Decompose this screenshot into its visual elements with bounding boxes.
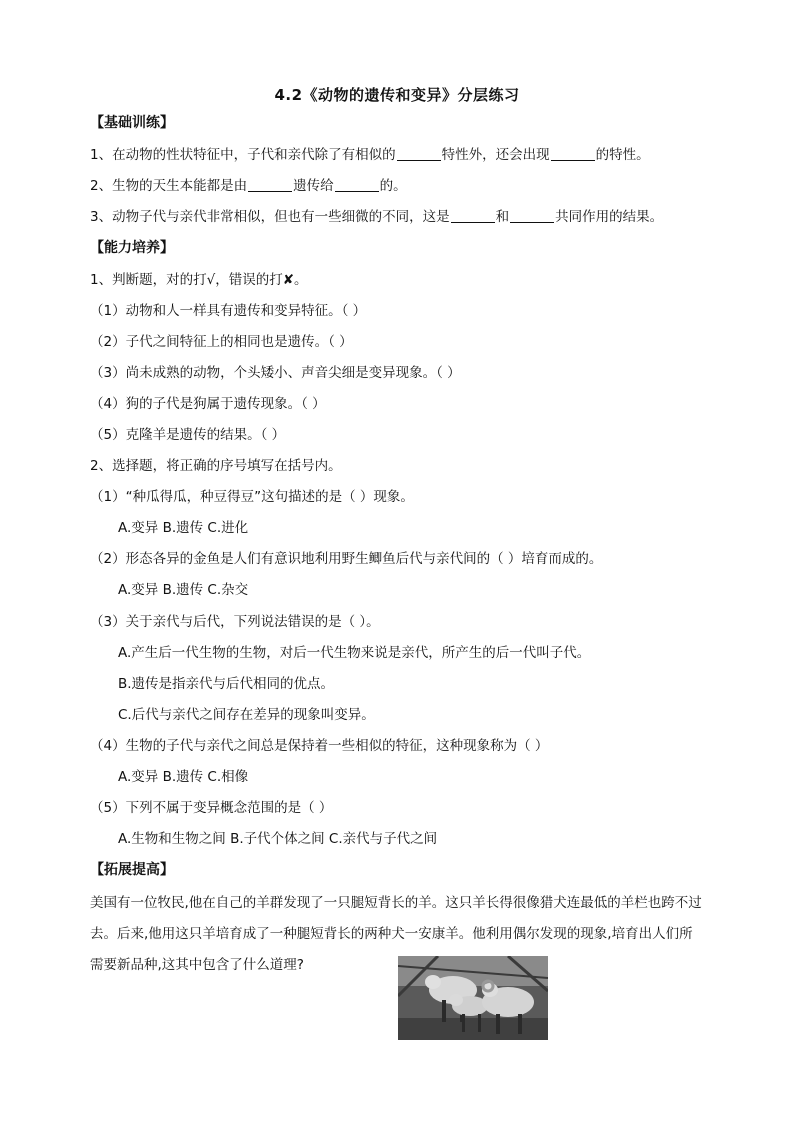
section-heading-ability: 【能力培养】 (90, 240, 174, 256)
tf-item-5: （5）克隆羊是遗传的结果。（ ） (90, 427, 286, 443)
sheep-photo-illustration (398, 956, 548, 1040)
mc-question-4-options: A.变异 B.遗传 C.相像 (118, 769, 249, 785)
answer-blank[interactable] (510, 208, 554, 223)
mc-question-3-option-b: B.遗传是指亲代与后代相同的优点。 (118, 676, 335, 692)
mc-question-2: （2）形态各异的金鱼是人们有意识地利用野生鲫鱼后代与亲代间的（ ）培育而成的。 (90, 551, 603, 567)
basic-question-1 (90, 145, 650, 165)
q2-text-a: 2、生物的天生本能都是由 (90, 178, 248, 194)
page-title: 4.2《动物的遗传和变异》分层练习 (274, 86, 520, 104)
q1-text-c: 的特性。 (595, 147, 650, 163)
mc-question-3-option-c: C.后代与亲代之间存在差异的现象叫变异。 (118, 707, 375, 723)
answer-blank[interactable] (397, 146, 441, 161)
multiple-choice-title: 2、选择题，将正确的序号填写在括号内。 (90, 458, 342, 474)
tf-item-4: （4）狗的子代是狗属于遗传现象。（ ） (90, 396, 326, 412)
q3-text-c: 共同作用的结果。 (555, 209, 664, 225)
q1-text-a: 1、在动物的性状特征中，子代和亲代除了有相似的 (90, 147, 396, 163)
answer-blank[interactable] (248, 177, 292, 192)
mc-question-1-options: A.变异 B.遗传 C.进化 (118, 520, 249, 536)
q2-text-c: 的。 (379, 178, 407, 194)
q3-text-b: 和 (495, 209, 510, 225)
q3-text-a: 3、动物子代与亲代非常相似，但也有一些细微的不同，这是 (90, 209, 450, 225)
tf-item-1: （1）动物和人一样具有遗传和变异特征。（ ） (90, 303, 367, 319)
tf-item-2: （2）子代之间特征上的相同也是遗传。（ ） (90, 334, 353, 350)
q1-text-b: 特性外，还会出现 (441, 147, 550, 163)
sheep-photo (398, 956, 548, 1040)
mc-question-5-options: A.生物和生物之间 B.子代个体之间 C.亲代与子代之间 (118, 831, 438, 847)
basic-question-2 (90, 176, 407, 196)
mc-question-1: （1）“种瓜得瓜，种豆得豆”这句描述的是（ ）现象。 (90, 489, 414, 505)
answer-blank[interactable] (451, 208, 495, 223)
answer-blank[interactable] (335, 177, 379, 192)
q2-text-b: 遗传给 (293, 178, 334, 194)
mc-question-5: （5）下列不属于变异概念范围的是（ ） (90, 800, 333, 816)
mc-question-3: （3）关于亲代与后代，下列说法错误的是（ ）。 (90, 614, 380, 630)
section-heading-extend: 【拓展提高】 (90, 862, 174, 878)
section-heading-basic: 【基础训练】 (90, 115, 174, 131)
basic-question-3 (90, 207, 663, 227)
mc-question-2-options: A.变异 B.遗传 C.杂交 (118, 582, 249, 598)
tf-item-3: （3）尚未成熟的动物，个头矮小、声音尖细是变异现象。（ ） (90, 365, 461, 381)
mc-question-4: （4）生物的子代与亲代之间总是保持着一些相似的特征，这种现象称为（ ） (90, 738, 549, 754)
mc-question-3-option-a: A.产生后一代生物的生物，对后一代生物来说是亲代，所产生的后一代叫子代。 (118, 645, 591, 661)
extend-paragraph: 美国有一位牧民,他在自己的羊群发现了一只腿短背长的羊。这只羊长得很像猎犬连最低的羊栏也跨不过去。后来,他用这只羊培育成了一种腿短背长的两种犬一安康羊。他利用偶尔发现的现象,培育出人们所需要新品种,这其中包含了什么道理? (90, 895, 702, 973)
true-false-title: 1、判断题，对的打√，错误的打✘。 (90, 272, 308, 288)
answer-blank[interactable] (551, 146, 595, 161)
